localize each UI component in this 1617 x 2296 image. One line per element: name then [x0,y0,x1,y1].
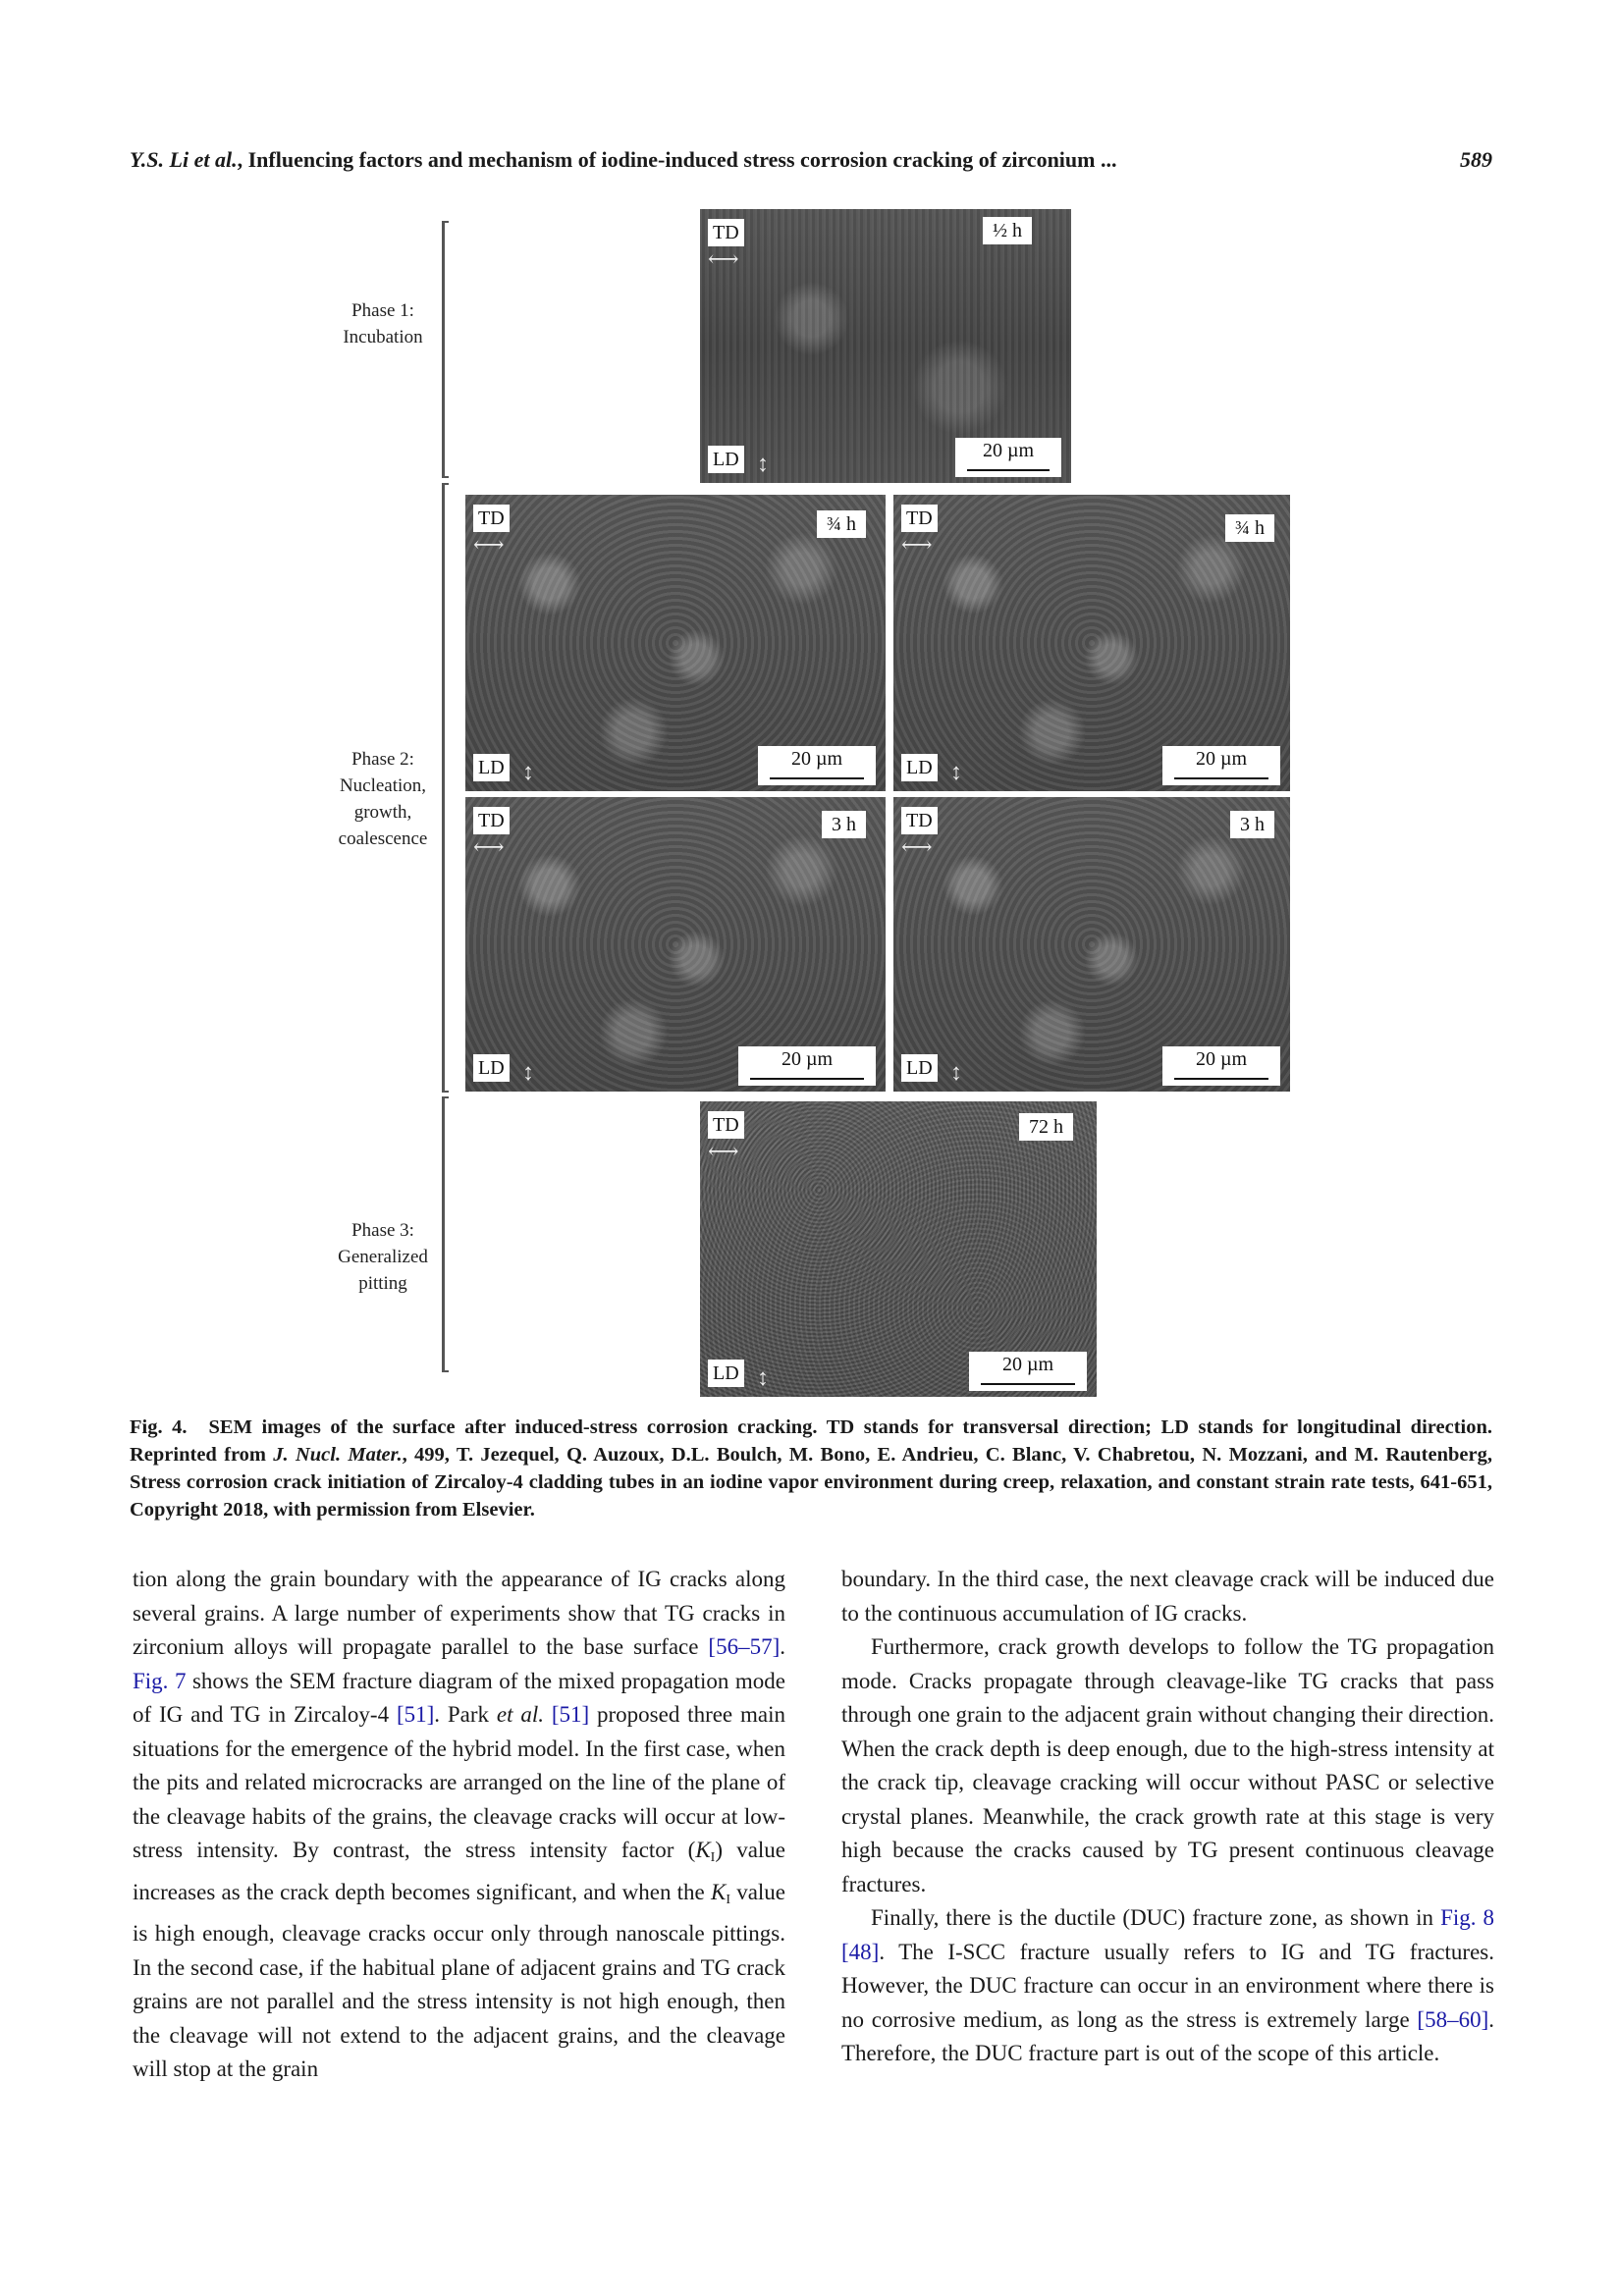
longitudinal-arrow-icon: ↕ [522,760,534,785]
td-label: TD [473,505,510,532]
figure-caption: Fig. 4. SEM images of the surface after induced-stress corrosion cracking. TD stands for transversal direction; LD stands for longitudinal direction. Reprinted from J. Nucl. Mater., 499, T. Jezequel, Q. Auzoux, D.L. Boulch, M. Bono, E. Andrieu, C. Blanc, V. Chabretou, N. Mozzani, and M. Rautenberg, Stress corrosion crack initiation of Zircaloy-4 cladding tubes in an iodine vapor environment during creep, relaxation, and constant strain rate tests, 641-651, Copyright 2018, with permission from Elsevier. [130,1416,1493,1521]
td-label: TD [901,807,938,834]
citation-link[interactable]: [48] [841,1939,880,1964]
phase-2-label: Phase 2: Nucleation, growth, coalescence [338,749,428,849]
citation-link[interactable]: [58–60] [1417,2006,1489,2032]
sem-image-seventy-two-hours [700,1101,1097,1397]
longitudinal-arrow-icon: ↕ [950,760,962,785]
td-label: TD [708,219,744,246]
transversal-arrow-icon: ⟷ [473,834,505,859]
scale-bar: 20 µm [758,746,876,785]
paragraph: boundary. In the third case, the next cleavage crack will be induced due to the continuous accumulation of IG cracks. [841,1567,1494,1626]
ld-label: LD [473,754,510,781]
time-label: ¾ h [1225,514,1274,542]
td-label: TD [708,1111,744,1139]
scale-bar: 20 µm [1162,1046,1280,1086]
longitudinal-arrow-icon: ↕ [757,452,769,477]
sem-image-half-hour [700,209,1071,483]
time-label: 72 h [1019,1113,1073,1141]
td-label: TD [901,505,938,532]
transversal-arrow-icon: ⟷ [708,246,739,271]
phase-3-label: Phase 3: Generalized pitting [338,1220,428,1294]
sem-image-three-hours-b [893,797,1290,1092]
figure-8-link[interactable]: Fig. 8 [1440,1905,1494,1930]
journal-name: J. Nucl. Mater. [273,1444,403,1466]
longitudinal-arrow-icon: ↕ [950,1060,962,1086]
ld-label: LD [708,446,744,473]
time-label: 3 h [822,811,866,838]
paragraph: Finally, there is the ductile (DUC) fracture zone, as shown in Fig. 8 [48]. The I-SCC fracture usually refers to IG and TG fractures. However, the DUC fracture can occur in an environment where there is no corrosive medium, as long as the stress is extremely large [58–60]. Therefore, the DUC fracture part is out of the scope of this article. [841,1905,1494,2065]
paragraph: tion along the grain boundary with the appearance of IG cracks along several grains. A large number of experiments show that TG cracks in zirconium alloys will propagate parallel to the base surface [56–57]. Fig. 7 shows the SEM fracture diagram of the mixed propagation mode of IG and TG in Zircaloy-4 [51]. Park et al. [51] proposed three main situations for the emergence of the hybrid model. In the first case, when the pits and related microcracks are arranged on the line of the plane of the cleavage habits of the grains, the cleavage cracks will occur at low-stress intensity. By contrast, the stress intensity factor $(K_I)$ value increases as the crack depth becomes significant, and when the $K_I$ value is high enough, cleavage cracks occur only through nanoscale pittings. In the second case, if the habitual plane of adjacent grains and TG crack grains are not parallel and the stress intensity is not high enough, then the cleavage will not extend to the adjacent grains, and the cleavage will stop at the grain [133,1567,786,2081]
phase-1-label: Phase 1: Incubation [343,300,423,347]
phase-2-bracket [442,483,449,1093]
phase-1-bracket [442,221,449,478]
transversal-arrow-icon: ⟷ [901,834,933,859]
paragraph: Furthermore, crack growth develops to follow the TG propagation mode. Cracks propagate through cleavage-like TG cracks that pass through one grain to the adjacent grain without changing their direction. When the crack depth is deep enough, due to the high-stress intensity at the crack tip, cleavage cracking will occur without PASC or selective crystal planes. Meanwhile, the crack growth rate at this stage is very high because the cracks caused by TG present continuous cleavage fractures. [841,1634,1494,1896]
body-column-left [133,1563,785,2087]
phase-3-bracket [442,1096,449,1372]
figure-label: Fig. 4. [130,1416,188,1438]
ld-label: LD [473,1054,510,1082]
scale-bar: 20 µm [969,1352,1087,1391]
figure-7-link[interactable]: Fig. 7 [133,1668,187,1693]
time-label: 3 h [1230,811,1274,838]
time-label: ¾ h [817,510,866,538]
ld-label: LD [708,1360,744,1387]
longitudinal-arrow-icon: ↕ [522,1060,534,1086]
ld-label: LD [901,1054,938,1082]
citation-link[interactable]: [56–57] [708,1634,781,1659]
time-label: ½ h [983,217,1032,244]
transversal-arrow-icon: ⟷ [473,532,505,557]
transversal-arrow-icon: ⟷ [901,532,933,557]
longitudinal-arrow-icon: ↕ [757,1365,769,1391]
scale-bar: 20 µm [738,1046,876,1086]
scale-bar: 20 µm [1162,746,1280,785]
citation-link[interactable]: [51] [396,1702,435,1727]
td-label: TD [473,807,510,834]
sem-image-three-hours-a [465,797,886,1092]
body-column-right [841,1563,1494,2071]
page-number: 589 [1460,147,1492,172]
running-header [130,147,1492,173]
sem-image-three-quarter-hour-a [465,495,886,791]
transversal-arrow-icon: ⟷ [708,1139,739,1163]
scale-bar: 20 µm [955,438,1061,477]
citation-link[interactable]: [51] [551,1702,590,1727]
header-authors: Y.S. Li et al. [130,147,238,172]
header-title: Y.S. Li et al., Influencing factors and mechanism of iodine-induced stress corrosion cracking of zirconium ... [130,147,1117,172]
ld-label: LD [901,754,938,781]
sem-image-three-quarter-hour-b [893,495,1290,791]
